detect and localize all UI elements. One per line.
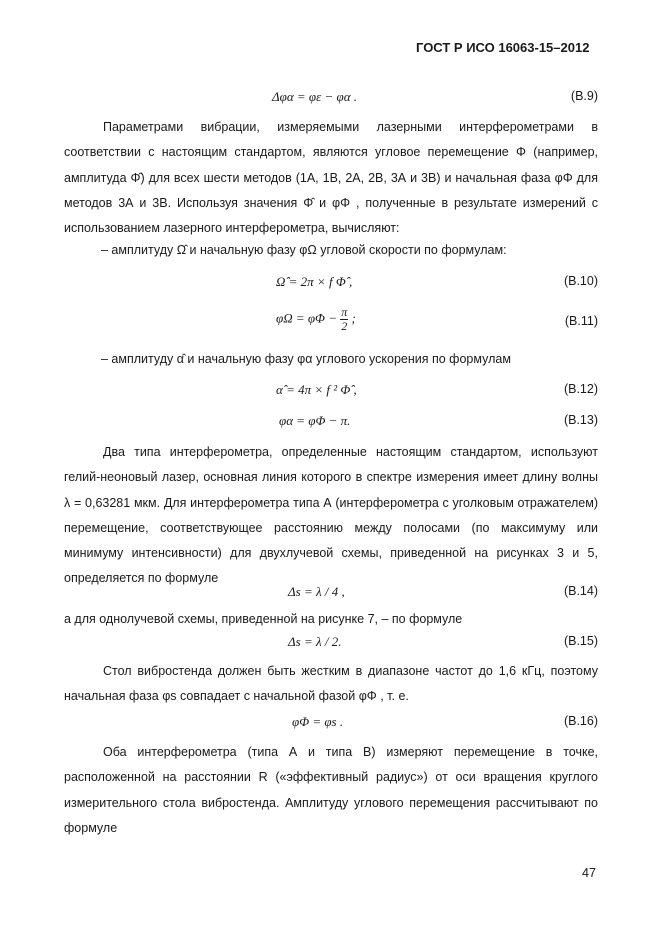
paragraph-single-beam: а для однолучевой схемы, приведенной на рисунке 7, – по формуле <box>64 612 463 626</box>
equation-b10-number: (B.10) <box>563 274 598 288</box>
equation-b12: α̂ = 4π × f ² Φ̂ , <box>276 382 357 397</box>
equation-b16: φΦ = φs . <box>292 714 344 729</box>
paragraph-parameters: Параметрами вибрации, измеряемыми лазерными интерферометрами в соответствии с настоящим стандартом, являются угловое перемещение Φ (например, амплитуда Φ̂) для всех шести методов (1А, 1В, 2А, 2В, 3А и 3В) и начальная фаза φΦ для методов 3А и 3В. Используя значения Φ̂ и φΦ , полученные в результате измерений с использованием лазерного интерферометра, вычисляют: <box>64 120 598 236</box>
equation-b14: Δs = λ / 4 , <box>288 584 345 599</box>
page-number: 47 <box>582 866 596 880</box>
paragraph-interferometer-types: Два типа интерферометра, определенные настоящим стандартом, используют гелий-неоновый лазер, основная линия которого в спектре измерения имеет длину волны λ = 0,63281 мкм. Для интерферометра типа А (интерферометра с уголковым отражателем) перемещение, соответствующее расстоянию между полосами (по максимуму или минимуму интенсивности) для двухлучевой схемы, приведенной на рисунках 3 и 5, определяется по формуле <box>64 445 598 586</box>
equation-b11-number: (B.11) <box>564 314 598 328</box>
document-header: ГОСТ Р ИСО 16063-15–2012 <box>416 40 590 55</box>
list-item-acceleration: – амплитуду α̂ и начальную фазу φα углового ускорения по формулам <box>101 352 511 366</box>
equation-b14-number: (B.14) <box>563 584 598 598</box>
paragraph-table-phase: Стол вибростенда должен быть жестким в диапазоне частот до 1,6 кГц, поэтому начальная фаза φs совпадает с начальной фазой φΦ , т. е. <box>64 664 598 704</box>
list-item-velocity: – амплитуду Ω̂ и начальную фазу φΩ угловой скорости по формулам: <box>101 243 507 257</box>
equation-b9: Δφα = φε − φα . <box>272 89 358 104</box>
equation-b11-tail: ; <box>351 310 356 326</box>
equation-b13-number: (B.13) <box>563 413 598 427</box>
equation-b11 <box>276 306 356 333</box>
paragraph-angular-displacement: Оба интерферометра (типа А и типа В) измеряют перемещение в точке, расположенной на расстоянии R («эффективный радиус») от оси вращения круглого измерительного стола вибростенда. Амплитуду углового перемещения рассчитывают по формуле <box>64 745 598 835</box>
equation-b12-number: (B.12) <box>563 382 598 396</box>
fraction-numerator: π <box>341 305 348 319</box>
equation-b13: φα = φΦ − π. <box>279 413 351 428</box>
equation-b16-number: (B.16) <box>563 714 598 728</box>
equation-b15-number: (B.15) <box>563 634 598 648</box>
equation-b10: Ω̂ = 2π × f Φ̂ , <box>276 274 353 289</box>
equation-b11-fraction <box>340 306 348 333</box>
equation-b15: Δs = λ / 2. <box>288 634 342 649</box>
equation-b9-number: (B.9) <box>570 89 598 103</box>
fraction-denominator: 2 <box>341 319 348 333</box>
equation-b11-lhs: φΩ = φΦ − <box>276 310 337 326</box>
